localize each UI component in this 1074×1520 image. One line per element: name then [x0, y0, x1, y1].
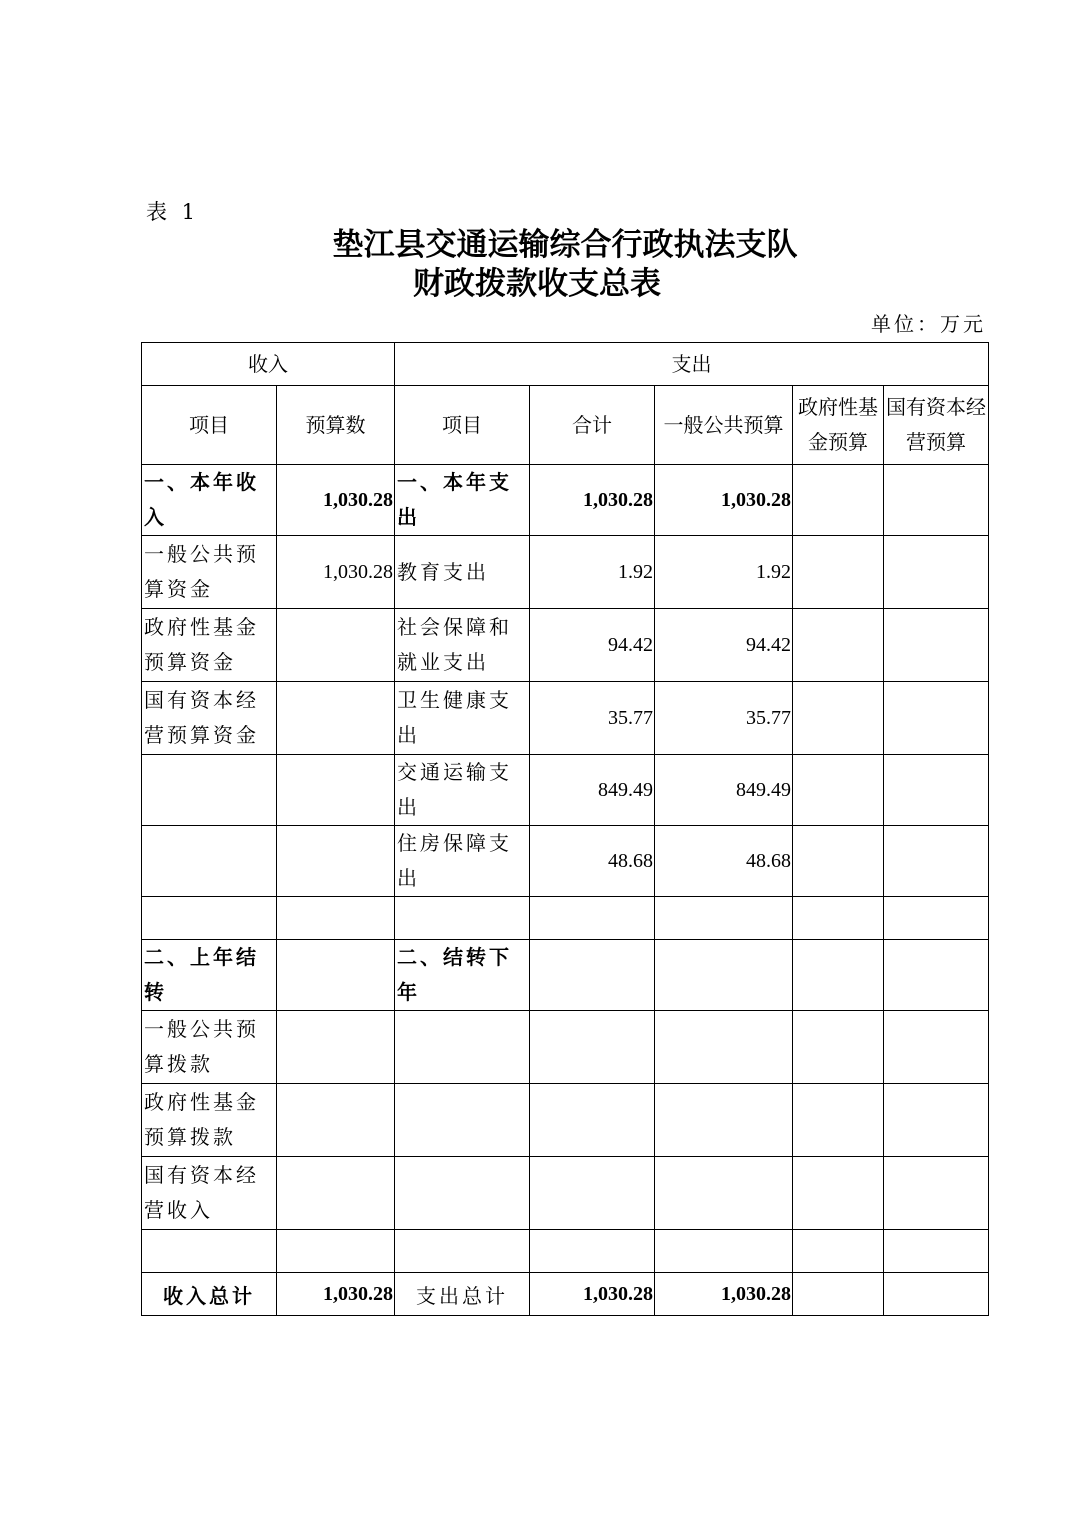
income-item: 二、上年结转 — [142, 940, 277, 1011]
expense-total: 1,030.28 — [530, 465, 655, 536]
income-amount — [277, 1230, 395, 1273]
expense-general-budget — [655, 1230, 793, 1273]
page-subtitle: 财政拨款收支总表 — [413, 266, 661, 302]
col-header-budget: 预算数 — [277, 386, 395, 465]
expense-state-capital — [884, 755, 989, 826]
expense-general-budget: 1.92 — [655, 536, 793, 609]
expense-item: 社会保障和就业支出 — [395, 609, 530, 682]
expense-total — [530, 897, 655, 940]
expense-total — [530, 1157, 655, 1230]
expense-state-capital — [884, 940, 989, 1011]
expense-total: 1.92 — [530, 536, 655, 609]
table-row — [142, 682, 989, 755]
expense-gov-fund — [793, 1230, 884, 1273]
expense-total-label: 支出总计 — [395, 1273, 530, 1316]
expense-total — [530, 1084, 655, 1157]
expense-state-capital — [884, 609, 989, 682]
table-row — [142, 1157, 989, 1230]
expense-state-capital — [884, 897, 989, 940]
table-row — [142, 536, 989, 609]
table-row — [142, 755, 989, 826]
table-row — [142, 609, 989, 682]
expense-gov-fund — [793, 940, 884, 1011]
expense-total — [530, 1230, 655, 1273]
expense-state-capital — [884, 1157, 989, 1230]
income-item: 政府性基金预算拨款 — [142, 1084, 277, 1157]
income-amount — [277, 1157, 395, 1230]
expense-gov-fund — [793, 755, 884, 826]
expense-state-capital — [884, 1230, 989, 1273]
expense-item: 交通运输支出 — [395, 755, 530, 826]
income-amount — [277, 940, 395, 1011]
expense-gov-fund — [793, 826, 884, 897]
expense-general-budget — [655, 897, 793, 940]
expense-item — [395, 1011, 530, 1084]
expense-gov-fund — [793, 1084, 884, 1157]
expense-item — [395, 897, 530, 940]
income-amount: 1,030.28 — [277, 536, 395, 609]
col-header-state-capital: 国有资本经营预算 — [884, 386, 989, 465]
total-row — [142, 1273, 989, 1316]
expense-item — [395, 1084, 530, 1157]
expense-total-state-capital — [884, 1273, 989, 1316]
expense-general-budget: 94.42 — [655, 609, 793, 682]
expense-gov-fund — [793, 536, 884, 609]
income-item: 国有资本经营收入 — [142, 1157, 277, 1230]
expense-item: 二、结转下年 — [395, 940, 530, 1011]
income-item: 国有资本经营预算资金 — [142, 682, 277, 755]
expense-total-sum: 1,030.28 — [530, 1273, 655, 1316]
income-item — [142, 897, 277, 940]
expense-item: 卫生健康支出 — [395, 682, 530, 755]
expense-item: 一、本年支出 — [395, 465, 530, 536]
page-title: 垫江县交通运输综合行政执法支队 — [332, 227, 798, 263]
header-row-group — [142, 343, 989, 386]
income-item: 一般公共预算拨款 — [142, 1011, 277, 1084]
expense-general-budget: 48.68 — [655, 826, 793, 897]
income-item — [142, 1230, 277, 1273]
expense-general-budget: 35.77 — [655, 682, 793, 755]
expense-total: 849.49 — [530, 755, 655, 826]
expense-gov-fund — [793, 682, 884, 755]
expense-total-gov-fund — [793, 1273, 884, 1316]
income-amount — [277, 1084, 395, 1157]
expense-gov-fund — [793, 1157, 884, 1230]
table-body — [142, 465, 989, 1273]
expense-state-capital — [884, 826, 989, 897]
header-row-columns — [142, 386, 989, 465]
table-row — [142, 826, 989, 897]
expense-item — [395, 1230, 530, 1273]
expense-state-capital — [884, 682, 989, 755]
expense-total: 48.68 — [530, 826, 655, 897]
expense-state-capital — [884, 1084, 989, 1157]
income-amount — [277, 682, 395, 755]
income-amount — [277, 609, 395, 682]
expense-general-budget — [655, 940, 793, 1011]
expense-general-budget — [655, 1084, 793, 1157]
table-row — [142, 1011, 989, 1084]
expense-general-budget: 849.49 — [655, 755, 793, 826]
income-item — [142, 826, 277, 897]
income-item: 一般公共预算资金 — [142, 536, 277, 609]
expense-header: 支出 — [395, 343, 989, 386]
income-amount — [277, 897, 395, 940]
income-amount — [277, 1011, 395, 1084]
expense-item: 教育支出 — [395, 536, 530, 609]
budget-summary-table — [141, 342, 989, 1316]
col-header-item-expense: 项目 — [395, 386, 530, 465]
income-header: 收入 — [142, 343, 395, 386]
table-row — [142, 897, 989, 940]
col-header-general-budget: 一般公共预算 — [655, 386, 793, 465]
expense-general-budget — [655, 1011, 793, 1084]
expense-total: 35.77 — [530, 682, 655, 755]
table-row — [142, 465, 989, 536]
expense-gov-fund — [793, 897, 884, 940]
expense-total — [530, 1011, 655, 1084]
col-header-item: 项目 — [142, 386, 277, 465]
income-item: 一、本年收入 — [142, 465, 277, 536]
income-total-label: 收入总计 — [142, 1273, 277, 1316]
expense-gov-fund — [793, 609, 884, 682]
expense-total-general: 1,030.28 — [655, 1273, 793, 1316]
expense-general-budget: 1,030.28 — [655, 465, 793, 536]
expense-state-capital — [884, 465, 989, 536]
table-row — [142, 940, 989, 1011]
expense-state-capital — [884, 536, 989, 609]
expense-gov-fund — [793, 1011, 884, 1084]
expense-total — [530, 940, 655, 1011]
income-amount — [277, 826, 395, 897]
col-header-total: 合计 — [530, 386, 655, 465]
expense-total: 94.42 — [530, 609, 655, 682]
col-header-gov-fund: 政府性基金预算 — [793, 386, 884, 465]
expense-item: 住房保障支出 — [395, 826, 530, 897]
income-total-amount: 1,030.28 — [277, 1273, 395, 1316]
income-amount: 1,030.28 — [277, 465, 395, 536]
expense-state-capital — [884, 1011, 989, 1084]
table-number-label: 表 1 — [146, 200, 200, 224]
income-item: 政府性基金预算资金 — [142, 609, 277, 682]
table-row — [142, 1230, 989, 1273]
unit-label: 单位：万元 — [871, 312, 986, 336]
table-row — [142, 1084, 989, 1157]
expense-gov-fund — [793, 465, 884, 536]
income-item — [142, 755, 277, 826]
income-amount — [277, 755, 395, 826]
expense-item — [395, 1157, 530, 1230]
expense-general-budget — [655, 1157, 793, 1230]
